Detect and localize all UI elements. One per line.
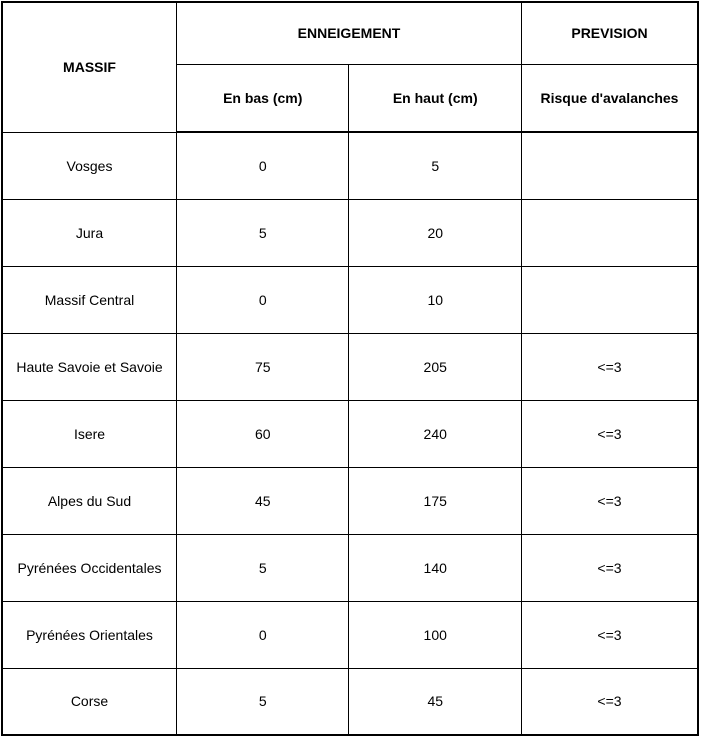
risque-cell: <=3 — [521, 668, 698, 735]
column-header-risque: Risque d'avalanches — [521, 64, 698, 132]
en-bas-cell: 5 — [177, 534, 349, 601]
table-row-massif-central — [2, 266, 698, 333]
massif-cell: Pyrénées Occidentales — [2, 534, 177, 601]
en-bas-cell: 45 — [177, 467, 349, 534]
table-row-alpes-du-sud — [2, 467, 698, 534]
en-haut-cell: 10 — [349, 266, 521, 333]
column-header-en-bas: En bas (cm) — [177, 64, 349, 132]
en-bas-cell: 5 — [177, 199, 349, 266]
risque-cell — [521, 132, 698, 199]
en-haut-cell: 100 — [349, 601, 521, 668]
column-group-header-enneigement: ENNEIGEMENT — [177, 2, 522, 64]
risque-cell: <=3 — [521, 400, 698, 467]
en-haut-cell: 240 — [349, 400, 521, 467]
table-header — [2, 2, 698, 132]
risque-cell: <=3 — [521, 333, 698, 400]
massif-cell: Alpes du Sud — [2, 467, 177, 534]
massif-cell: Corse — [2, 668, 177, 735]
risque-cell — [521, 266, 698, 333]
en-haut-cell: 45 — [349, 668, 521, 735]
en-haut-cell: 205 — [349, 333, 521, 400]
en-bas-cell: 0 — [177, 132, 349, 199]
table-row-corse — [2, 668, 698, 735]
en-bas-cell: 60 — [177, 400, 349, 467]
risque-cell: <=3 — [521, 467, 698, 534]
massif-cell: Haute Savoie et Savoie — [2, 333, 177, 400]
column-group-header-prevision: PREVISION — [521, 2, 698, 64]
column-header-massif: MASSIF — [2, 2, 177, 132]
en-bas-cell: 0 — [177, 266, 349, 333]
risque-cell: <=3 — [521, 534, 698, 601]
en-bas-cell: 75 — [177, 333, 349, 400]
table-row-isere — [2, 400, 698, 467]
massif-cell: Massif Central — [2, 266, 177, 333]
table-row-jura — [2, 199, 698, 266]
risque-cell: <=3 — [521, 601, 698, 668]
risque-cell — [521, 199, 698, 266]
massif-cell: Vosges — [2, 132, 177, 199]
table-row-vosges — [2, 132, 698, 199]
en-haut-cell: 175 — [349, 467, 521, 534]
table-row-pyrenees-orientales — [2, 601, 698, 668]
table-row-haute-savoie-et-savoie — [2, 333, 698, 400]
massif-cell: Pyrénées Orientales — [2, 601, 177, 668]
snow-report-table — [1, 1, 699, 736]
table-body — [2, 132, 698, 735]
header-row-groups — [2, 2, 698, 64]
table-row-pyrenees-occidentales — [2, 534, 698, 601]
en-haut-cell: 20 — [349, 199, 521, 266]
en-bas-cell: 0 — [177, 601, 349, 668]
massif-cell: Isere — [2, 400, 177, 467]
massif-cell: Jura — [2, 199, 177, 266]
en-haut-cell: 5 — [349, 132, 521, 199]
en-bas-cell: 5 — [177, 668, 349, 735]
column-header-en-haut: En haut (cm) — [349, 64, 521, 132]
en-haut-cell: 140 — [349, 534, 521, 601]
